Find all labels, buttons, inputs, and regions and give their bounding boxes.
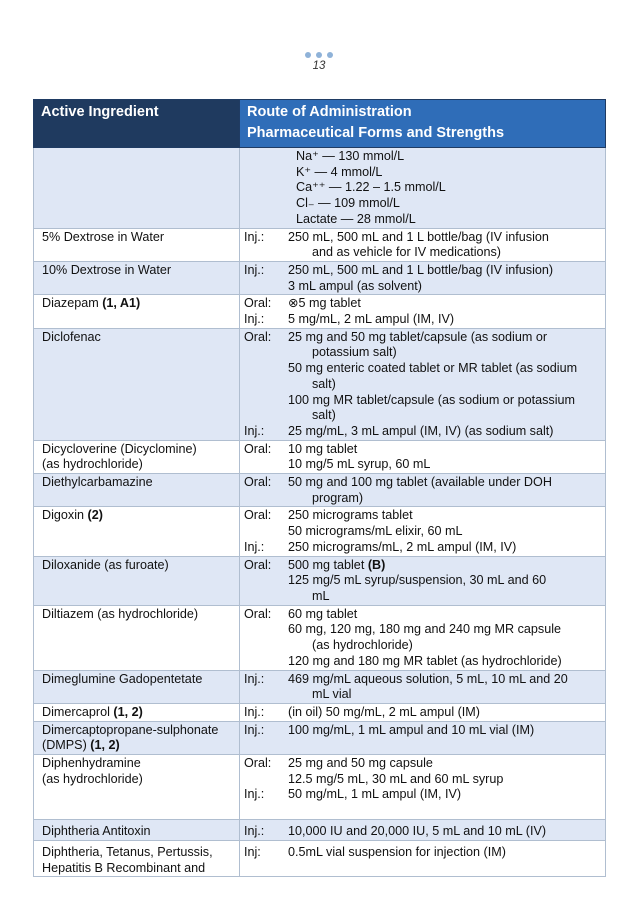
- ingredient-name: Diloxanide (as furoate): [42, 557, 169, 572]
- route-cell: [240, 440, 606, 473]
- ingredient-note: (2): [84, 508, 103, 523]
- ingredient-name: Dimercaprol: [42, 704, 110, 719]
- ingredient-name: Hepatitis B Recombinant and: [42, 860, 206, 875]
- route-entry: [244, 723, 601, 739]
- form-line: mL: [312, 588, 330, 603]
- ingredient-name: Diethylcarbamazine: [42, 475, 153, 490]
- route-cell: [240, 703, 606, 721]
- header-active-ingredient: [34, 100, 240, 148]
- table-row: [34, 228, 606, 261]
- ingredient-name: Digoxin: [42, 508, 84, 523]
- form-line: 10 mg tablet: [288, 441, 358, 456]
- route-label: Inj:: [244, 844, 261, 859]
- form-line: 500 mg tablet (B): [288, 557, 386, 572]
- route-forms: [288, 756, 601, 787]
- table-row: [34, 261, 606, 294]
- ingredient-name: 10% Dextrose in Water: [42, 262, 172, 277]
- route-label: Inj.:: [244, 704, 265, 719]
- ingredient-cell: [34, 755, 240, 820]
- table-row: [34, 721, 606, 754]
- route-cell: [240, 755, 606, 820]
- page-number: 13: [312, 60, 326, 72]
- form-line: 60 mg tablet: [288, 606, 358, 621]
- ingredient-cell: [34, 721, 240, 754]
- route-label: Oral:: [244, 441, 272, 456]
- form-line: 0.5mL vial suspension for injection (IM): [288, 844, 506, 859]
- ingredient-cell: [34, 703, 240, 721]
- form-line: K⁺ — 4 mmol/L: [296, 164, 383, 179]
- route-cell: [240, 148, 606, 229]
- form-line: (in oil) 50 mg/mL, 2 mL ampul (IM): [288, 704, 480, 719]
- ingredient-name: Diazepam: [42, 296, 99, 311]
- page-header: [0, 52, 638, 72]
- dot-icon: [327, 52, 333, 58]
- form-line: 10,000 IU and 20,000 IU, 5 mL and 10 mL (IV): [288, 824, 547, 839]
- route-label: Inj.:: [244, 787, 265, 802]
- form-line: 25 mg/mL, 3 mL ampul (IM, IV) (as sodium salt): [288, 423, 554, 438]
- route-forms: [288, 723, 601, 739]
- table-body: [34, 148, 606, 877]
- form-line: potassium salt): [312, 345, 397, 360]
- route-forms: [288, 230, 601, 261]
- route-entry: [244, 705, 601, 721]
- route-entry: [244, 756, 601, 787]
- ingredient-cell: [34, 474, 240, 507]
- ingredient-name: Diphtheria Antitoxin: [42, 824, 151, 839]
- table-row: [34, 755, 606, 820]
- ingredient-name: (DMPS): [42, 738, 87, 753]
- ingredient-cell: [34, 148, 240, 229]
- route-cell: [240, 605, 606, 670]
- route-cell: [240, 820, 606, 841]
- form-line: 100 mg/mL, 1 mL ampul and 10 mL vial (IM): [288, 722, 535, 737]
- route-forms: [288, 558, 601, 605]
- route-entry: [244, 149, 601, 228]
- route-forms: [288, 824, 601, 840]
- header-route: [240, 100, 606, 148]
- form-line: 120 mg and 180 mg MR tablet (as hydrochloride): [288, 653, 562, 668]
- route-forms: [288, 475, 601, 506]
- table-row: [34, 148, 606, 229]
- form-line: 12.5 mg/5 mL, 30 mL and 60 mL syrup: [288, 771, 504, 786]
- table-row: [34, 440, 606, 473]
- route-entry: [244, 787, 601, 803]
- route-entry: [244, 558, 601, 605]
- route-label: Oral:: [244, 329, 272, 344]
- route-label: Inj.:: [244, 229, 265, 244]
- route-label: Inj.:: [244, 262, 265, 277]
- route-label: Oral:: [244, 557, 272, 572]
- ingredient-name: (as hydrochloride): [42, 457, 143, 472]
- ingredient-name: Dicycloverine (Dicyclomine): [42, 441, 197, 456]
- route-label: [244, 149, 296, 228]
- form-line: salt): [312, 376, 336, 391]
- route-cell: [240, 670, 606, 703]
- route-entry: [244, 330, 601, 424]
- route-label: Inj.:: [244, 671, 265, 686]
- route-forms: [288, 787, 601, 803]
- route-forms: [288, 672, 601, 703]
- form-line: Lactate — 28 mmol/L: [296, 211, 416, 226]
- ingredient-cell: [34, 670, 240, 703]
- route-forms: [288, 263, 601, 294]
- route-cell: [240, 840, 606, 876]
- form-line: 25 mg and 50 mg tablet/capsule (as sodium or: [288, 329, 548, 344]
- table-row: [34, 605, 606, 670]
- route-label: Oral:: [244, 475, 272, 490]
- ingredient-cell: [34, 820, 240, 841]
- ingredient-name: Diphtheria, Tetanus, Pertussis,: [42, 844, 213, 859]
- form-line: 100 mg MR tablet/capsule (as sodium or potassium: [288, 392, 575, 407]
- ingredient-cell: [34, 605, 240, 670]
- form-line: 125 mg/5 mL syrup/suspension, 30 mL and 60: [288, 573, 547, 588]
- header-ingredient-label: Active Ingredient: [41, 104, 159, 120]
- form-line: program): [312, 490, 364, 505]
- ingredient-cell: [34, 507, 240, 556]
- ingredient-note: (1, A1): [98, 296, 141, 311]
- route-entry: [244, 312, 601, 328]
- ingredient-name: Diltiazem (as hydrochloride): [42, 606, 199, 621]
- route-entry: [244, 607, 601, 670]
- route-forms: [288, 424, 601, 440]
- table-row: [34, 474, 606, 507]
- dot-icon: [316, 52, 322, 58]
- route-entry: [244, 424, 601, 440]
- form-line: 50 mg enteric coated tablet or MR tablet (as sodium: [288, 361, 578, 376]
- route-cell: [240, 228, 606, 261]
- route-entry: [244, 508, 601, 539]
- route-label: Inj.:: [244, 423, 265, 438]
- table-row: [34, 703, 606, 721]
- ingredient-cell: [34, 556, 240, 605]
- dot-icon: [305, 52, 311, 58]
- route-cell: [240, 295, 606, 328]
- route-entry: [244, 263, 601, 294]
- form-line: mL vial: [312, 687, 352, 702]
- route-entry: [244, 845, 601, 861]
- ingredient-note: (1, 2): [86, 738, 120, 753]
- form-line: 3 mL ampul (as solvent): [288, 278, 422, 293]
- ingredient-name: Dimeglumine Gadopentetate: [42, 671, 203, 686]
- form-line: 250 micrograms/mL, 2 mL ampul (IM, IV): [288, 539, 517, 554]
- table-header: [34, 100, 606, 148]
- form-line: Na⁺ — 130 mmol/L: [296, 149, 405, 163]
- form-line: 250 micrograms tablet: [288, 508, 413, 523]
- header-route-label: Route of Administration: [247, 104, 412, 120]
- header-forms-label: Pharmaceutical Forms and Strengths: [247, 125, 505, 141]
- form-line: 50 micrograms/mL elixir, 60 mL: [288, 524, 463, 539]
- ingredient-name: (as hydrochloride): [42, 771, 143, 786]
- ingredient-name: Diphenhydramine: [42, 756, 141, 771]
- route-forms: [296, 149, 601, 228]
- table-row: [34, 670, 606, 703]
- header-dots: [0, 52, 638, 58]
- ingredient-cell: [34, 228, 240, 261]
- form-line: (as hydrochloride): [312, 638, 413, 653]
- route-label: Inj.:: [244, 824, 265, 839]
- form-line: ⊗5 mg tablet: [288, 296, 361, 311]
- drug-table: [33, 99, 606, 877]
- ingredient-name: Dimercaptopropane-sulphonate: [42, 722, 219, 737]
- route-entry: [244, 230, 601, 261]
- ingredient-cell: [34, 261, 240, 294]
- route-cell: [240, 721, 606, 754]
- route-forms: [288, 330, 601, 424]
- ingredient-name: 5% Dextrose in Water: [42, 229, 165, 244]
- route-cell: [240, 328, 606, 440]
- form-line: salt): [312, 408, 336, 423]
- route-entry: [244, 442, 601, 473]
- route-cell: [240, 261, 606, 294]
- form-line: Cl₋ — 109 mmol/L: [296, 196, 400, 211]
- form-line: 469 mg/mL aqueous solution, 5 mL, 10 mL and 20: [288, 671, 568, 686]
- route-forms: [288, 607, 601, 670]
- route-forms: [288, 296, 601, 312]
- route-label: Oral:: [244, 606, 272, 621]
- ingredient-note: (1, 2): [109, 704, 143, 719]
- route-label: Inj.:: [244, 722, 265, 737]
- route-cell: [240, 507, 606, 556]
- table-row: [34, 507, 606, 556]
- route-forms: [288, 312, 601, 328]
- route-forms: [288, 442, 601, 473]
- table-row: [34, 820, 606, 841]
- form-line: 5 mg/mL, 2 mL ampul (IM, IV): [288, 312, 455, 327]
- route-label: Oral:: [244, 756, 272, 771]
- route-entry: [244, 672, 601, 703]
- form-line: 50 mg and 100 mg tablet (available under DOH: [288, 475, 552, 490]
- ingredient-cell: [34, 328, 240, 440]
- form-line: 250 mL, 500 mL and 1 L bottle/bag (IV infusion: [288, 229, 549, 244]
- form-line: 50 mg/mL, 1 mL ampul (IM, IV): [288, 787, 462, 802]
- route-forms: [288, 705, 601, 721]
- ingredient-cell: [34, 295, 240, 328]
- table-row: [34, 295, 606, 328]
- route-entry: [244, 475, 601, 506]
- route-label: Inj.:: [244, 539, 265, 554]
- form-line: 25 mg and 50 mg capsule: [288, 756, 433, 771]
- route-forms: [288, 540, 601, 556]
- route-label: Oral:: [244, 508, 272, 523]
- form-line: 10 mg/5 mL syrup, 60 mL: [288, 457, 431, 472]
- ingredient-name: Diclofenac: [42, 329, 101, 344]
- route-entry: [244, 296, 601, 312]
- route-label: Inj.:: [244, 312, 265, 327]
- form-line: 250 mL, 500 mL and 1 L bottle/bag (IV infusion): [288, 262, 554, 277]
- route-cell: [240, 474, 606, 507]
- route-cell: [240, 556, 606, 605]
- route-entry: [244, 540, 601, 556]
- table-row: [34, 328, 606, 440]
- table-row: [34, 840, 606, 876]
- table-row: [34, 556, 606, 605]
- route-forms: [288, 508, 601, 539]
- route-entry: [244, 824, 601, 840]
- ingredient-cell: [34, 440, 240, 473]
- form-line: and as vehicle for IV medications): [312, 245, 501, 260]
- route-label: Oral:: [244, 296, 272, 311]
- form-line: 60 mg, 120 mg, 180 mg and 240 mg MR capsule: [288, 622, 562, 637]
- route-forms: [288, 845, 601, 861]
- ingredient-cell: [34, 840, 240, 876]
- form-line: Ca⁺⁺ — 1.22 – 1.5 mmol/L: [296, 180, 446, 195]
